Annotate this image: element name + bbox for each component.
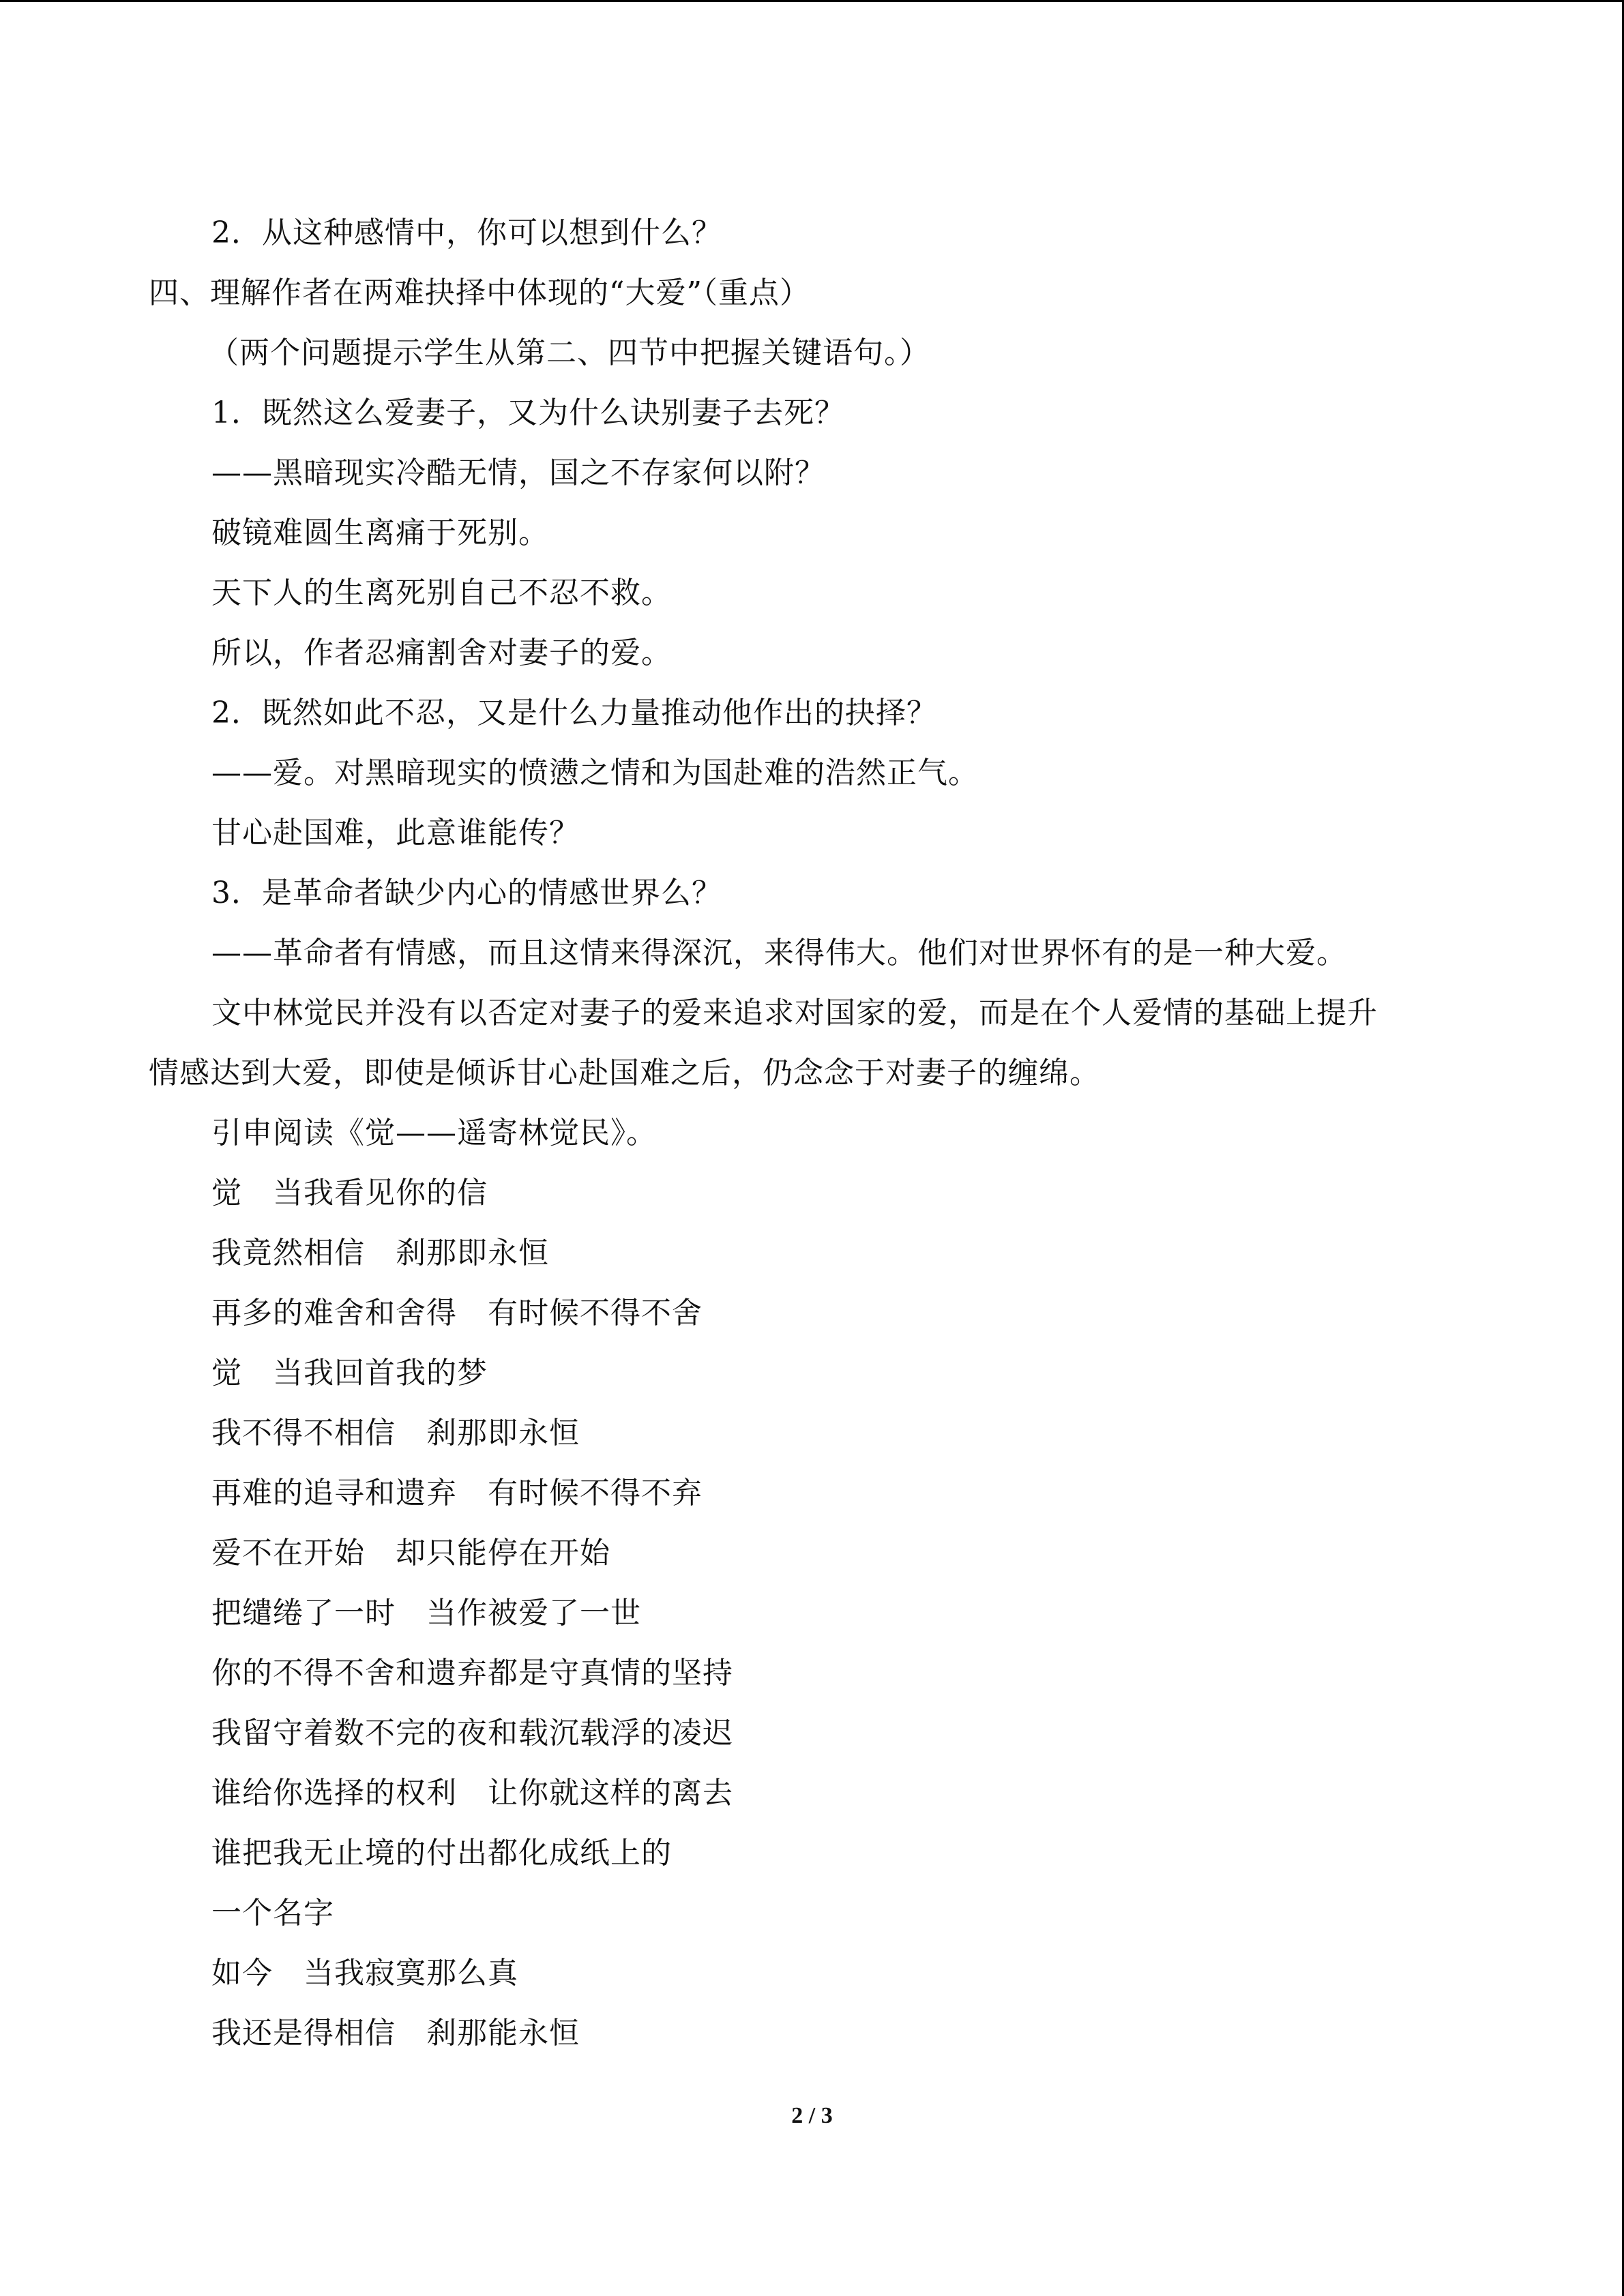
text-line: 3．是革命者缺少内心的情感世界么？ (211, 876, 722, 910)
poem-line: 觉 当我回首我的梦 (211, 1356, 488, 1390)
poem-line: 爱不在开始 却只能停在开始 (211, 1536, 610, 1570)
text-line: 天下人的生离死别自己不忍不救。 (211, 576, 672, 610)
text-line: 1．既然这么爱妻子，又为什么诀别妻子去死？ (211, 396, 845, 430)
poem-line: 谁把我无止境的付出都化成纸上的 (211, 1836, 672, 1870)
poem-line: 你的不得不舍和遗弃都是守真情的坚持 (211, 1656, 733, 1690)
poem-line: 谁给你选择的权利 让你就这样的离去 (211, 1776, 733, 1810)
poem-line: 把缱绻了一时 当作被爱了一世 (211, 1596, 641, 1630)
section-heading: 四、理解作者在两难抉择中体现的“大爱”（重点） (149, 275, 810, 310)
text-line: 2．既然如此不忍，又是什么力量推动他作出的抉择？ (211, 696, 937, 730)
poem-line: 再多的难舍和舍得 有时候不得不舍 (211, 1296, 703, 1330)
poem-line: 觉 当我看见你的信 (211, 1176, 488, 1210)
text-line: 文中林觉民并没有以否定对妻子的爱来追求对国家的爱，而是在个人爱情的基础上提升 (211, 996, 1378, 1030)
poem-line: 一个名字 (211, 1896, 334, 1930)
text-line: ——爱。对黑暗现实的愤懑之情和为国赴难的浩然正气。 (211, 756, 979, 790)
text-line: 引申阅读《觉——遥寄林觉民》。 (211, 1116, 657, 1150)
text-line: 甘心赴国难，此意谁能传？ (211, 816, 580, 850)
poem-line: 我竟然相信 刹那即永恒 (211, 1236, 549, 1270)
poem-line: 我留守着数不完的夜和载沉载浮的凌迟 (211, 1716, 733, 1750)
text-line: 所以，作者忍痛割舍对妻子的爱。 (211, 636, 672, 670)
poem-line: 我还是得相信 刹那能永恒 (211, 2016, 580, 2051)
poem-line: 我不得不相信 刹那即永恒 (211, 1416, 580, 1450)
poem-line: 如今 当我寂寞那么真 (211, 1956, 518, 1991)
text-line: ——黑暗现实冷酷无情，国之不存家何以附？ (211, 456, 825, 490)
page-number: 2 / 3 (791, 2103, 833, 2128)
text-line: 情感达到大爱，即使是倾诉甘心赴国难之后，仍念念于对妻子的缠绵。 (149, 1056, 1100, 1090)
text-line: 破镜难圆生离痛于死别。 (211, 516, 549, 550)
poem-line: 再难的追寻和遗弃 有时候不得不弃 (211, 1476, 703, 1510)
text-line: ——革命者有情感，而且这情来得深沉，来得伟大。他们对世界怀有的是一种大爱。 (211, 936, 1347, 970)
text-line: 2．从这种感情中，你可以想到什么？ (211, 215, 722, 250)
text-line: （两个问题提示学生从第二、四节中把握关键语句。） (209, 336, 930, 370)
